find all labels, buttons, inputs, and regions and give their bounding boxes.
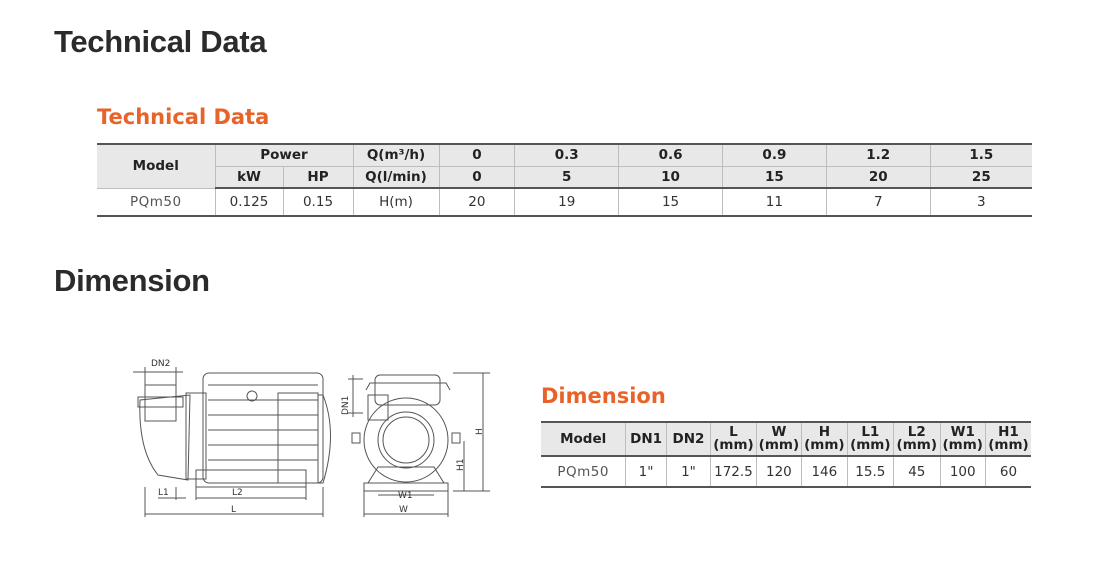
- kw-cell: 0.125: [215, 188, 283, 216]
- dimension-header-cell: [666, 422, 710, 456]
- header-kw: kW: [215, 166, 283, 188]
- dimension-header-label: DN1: [630, 430, 663, 447]
- dimension-value-cell: 60: [985, 456, 1031, 487]
- label-l: L: [231, 505, 237, 515]
- header-hp: HP: [283, 166, 353, 188]
- label-w: W: [399, 505, 408, 515]
- h-value-cell: 19: [515, 188, 619, 216]
- dimension-header-label: L1: [861, 424, 880, 440]
- h-value-cell: 7: [826, 188, 930, 216]
- header-q-m3h: Q(m³/h): [353, 144, 439, 166]
- hp-cell: 0.15: [283, 188, 353, 216]
- dimension-header-unit: (mm): [713, 437, 754, 453]
- dimension-header-label: L: [729, 424, 738, 440]
- dimension-header-label: Model: [560, 430, 607, 447]
- dimension-header-label: H1: [998, 424, 1019, 440]
- dimension-value-cell: 1": [666, 456, 710, 487]
- dimension-header-cell: [802, 422, 847, 456]
- dimension-value-cell: 172.5: [711, 456, 756, 487]
- table-row: [541, 456, 1031, 487]
- pump-volute-side: [140, 395, 190, 480]
- q-m3h-value: 0.6: [619, 144, 723, 166]
- motor-body-side: [203, 373, 323, 483]
- dimension-table: [541, 421, 1031, 488]
- dimension-value-cell: 100: [940, 456, 985, 487]
- dimension-header-label: H: [818, 424, 830, 440]
- dimension-header-cell: [847, 422, 893, 456]
- dimension-header-cell: [985, 422, 1031, 456]
- q-lmin-value: 5: [515, 166, 619, 188]
- table-row: [97, 188, 1032, 216]
- dimension-header-label: W: [771, 424, 787, 440]
- pump-base-front: [368, 467, 444, 483]
- label-w1: W1: [398, 491, 413, 501]
- dimension-header-label: DN2: [672, 430, 705, 447]
- table-header-row: [541, 422, 1031, 456]
- dimension-header-unit: (mm): [942, 437, 983, 453]
- technical-data-subtitle: Technical Data: [97, 105, 270, 129]
- table-header-row: [97, 166, 1032, 188]
- dimension-value-cell: 120: [756, 456, 801, 487]
- dimension-header-unit: (mm): [758, 437, 800, 453]
- q-m3h-value: 1.2: [826, 144, 930, 166]
- label-l1: L1: [158, 488, 169, 498]
- h-label-cell: H(m): [353, 188, 439, 216]
- dimension-header-cell: [940, 422, 985, 456]
- q-m3h-value: 0.9: [722, 144, 826, 166]
- q-lmin-value: 25: [930, 166, 1032, 188]
- dimension-header-cell: [756, 422, 801, 456]
- q-m3h-value: 0.3: [515, 144, 619, 166]
- label-h: H: [475, 428, 485, 435]
- q-m3h-value: 1.5: [930, 144, 1032, 166]
- dimension-value-cell: 15.5: [847, 456, 893, 487]
- model-cell: PQm50: [97, 188, 215, 216]
- table-header-row: [97, 144, 1032, 166]
- q-lmin-value: 10: [619, 166, 723, 188]
- label-dn1: DN1: [341, 395, 351, 415]
- dimension-header-unit: (mm): [896, 437, 938, 453]
- page-title-dimension: Dimension: [54, 263, 210, 298]
- label-h1: H1: [456, 458, 466, 471]
- h-value-cell: 20: [439, 188, 515, 216]
- dimension-header-cell: [541, 422, 626, 456]
- dimension-header-unit: (mm): [804, 437, 845, 453]
- q-m3h-value: 0: [439, 144, 515, 166]
- dimension-header-cell: [711, 422, 756, 456]
- technical-data-table: [97, 143, 1032, 217]
- dimension-header-cell: [626, 422, 666, 456]
- q-lmin-value: 20: [826, 166, 930, 188]
- q-lmin-value: 15: [722, 166, 826, 188]
- h-value-cell: 3: [930, 188, 1032, 216]
- header-model: Model: [97, 144, 215, 188]
- dimension-header-unit: (mm): [988, 437, 1029, 453]
- dimension-value-cell: 1": [626, 456, 666, 487]
- pump-dimension-drawing: [128, 355, 498, 525]
- header-power: Power: [215, 144, 353, 166]
- header-q-lmin: Q(l/min): [353, 166, 439, 188]
- outlet-flange: [145, 385, 176, 421]
- motor-top-front: [375, 375, 440, 405]
- model-cell: PQm50: [541, 456, 626, 487]
- h-value-cell: 15: [619, 188, 723, 216]
- dimension-subtitle: Dimension: [541, 384, 666, 408]
- label-dn2: DN2: [151, 359, 171, 369]
- dimension-header-label: W1: [950, 424, 975, 440]
- dimension-header-cell: [894, 422, 940, 456]
- dimension-value-cell: 146: [802, 456, 847, 487]
- page-title-technical-data: Technical Data: [54, 24, 267, 59]
- dimension-header-unit: (mm): [850, 437, 891, 453]
- dimension-header-label: L2: [907, 424, 926, 440]
- q-lmin-value: 0: [439, 166, 515, 188]
- h-value-cell: 11: [722, 188, 826, 216]
- dimension-value-cell: 45: [894, 456, 940, 487]
- label-l2: L2: [232, 488, 243, 498]
